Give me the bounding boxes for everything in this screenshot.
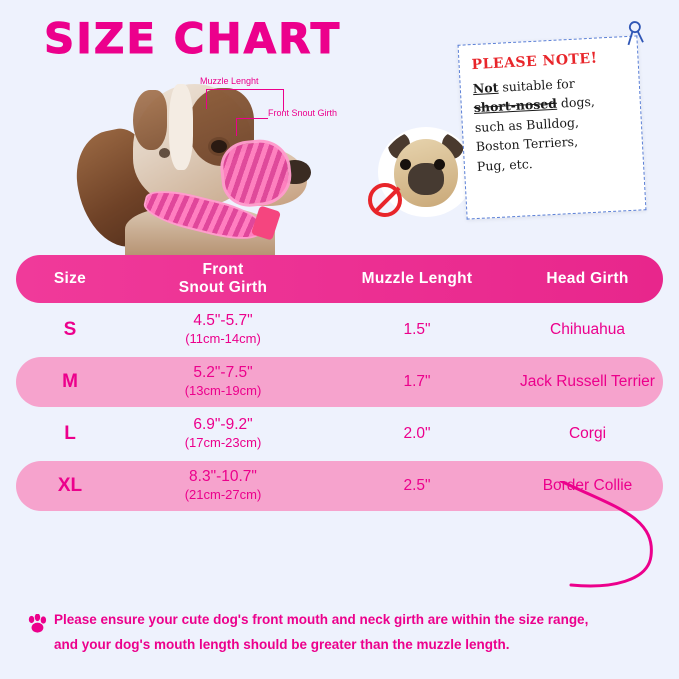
cell-front-snout-girth [124,416,322,451]
page-title: SIZE CHART [44,14,342,63]
footer-note [26,608,656,658]
table-row [16,305,663,355]
header-front-snout-girth-line2: Snout Girth [178,279,268,296]
note-short-nosed-word: short-nosed [473,96,558,116]
annotation-muzzle-length-tick-left [206,89,207,109]
annotation-front-snout-girth-tick [236,118,237,136]
annotation-muzzle-length-label: Muzzle Lenght [200,76,259,86]
cell-girth-cm: (11cm-14cm) [185,330,261,346]
cell-girth-inches: 4.5"-5.7" [193,312,253,330]
note-title-text: PLEASE NOTE [471,50,592,74]
header-muzzle-length: Muzzle Lenght [361,270,473,288]
table-row [16,409,663,459]
footer-line-2: and your dog's mouth length should be greater than the muzzle length. [54,636,510,652]
note-line-3: such as Bulldog, [474,114,580,135]
table-row [16,357,663,407]
cell-girth-cm: (17cm-23cm) [184,434,262,450]
table-header-row [16,255,663,303]
cell-muzzle-length: 1.7" [403,373,431,390]
note-not-word: Not [472,79,499,97]
dog-head-illustration [85,78,300,248]
pug-photo [368,125,478,225]
note-body [472,71,631,176]
note-line1-rest: suitable for [497,75,576,95]
cell-size: M [62,371,78,392]
pug-eye-left-icon [400,159,411,170]
cell-girth-cm: (13cm-19cm) [184,382,262,398]
header-front-snout-girth [124,261,322,297]
dog-fur-patch-left [133,90,167,150]
prohibited-icon [368,183,402,217]
footer-line-1: Please ensure your cute dog's front mouth and neck girth are within the size range, [54,612,589,627]
cell-head-girth: Border Collie [542,477,633,494]
note-line-5: Pug, etc. [476,155,534,174]
annotation-front-snout-girth-line [236,118,268,119]
dog-eye-secondary-icon [159,148,170,158]
cell-muzzle-length: 2.0" [403,425,431,442]
note-line-4: Boston Terriers, [475,133,579,155]
cell-front-snout-girth [124,364,322,399]
pug-eye-right-icon [434,159,445,170]
pushpin-icon [624,20,647,47]
cell-front-snout-girth [124,468,322,503]
cell-size: XL [57,475,83,496]
cell-head-girth: Jack Russell Terrier [520,373,655,390]
dog-photo [60,70,380,250]
header-head-girth: Head Girth [546,270,629,288]
cell-head-girth: Chihuahua [550,321,625,338]
size-chart-table [16,255,663,513]
annotation-front-snout-girth-label: Front Snout Girth [268,108,338,118]
cell-girth-inches: 6.9"-9.2" [193,416,253,434]
cell-muzzle-length: 2.5" [403,477,431,494]
note-title-exclamation: ! [590,48,599,67]
cell-muzzle-length: 1.5" [403,321,431,338]
please-note-card [458,35,647,219]
annotation-muzzle-length-line [206,89,284,90]
header-size: Size [53,270,87,288]
dog-blaze-marking [169,84,193,170]
paw-icon [26,614,48,634]
cell-girth-inches: 5.2"-7.5" [193,364,253,382]
header-front-snout-girth-line1: Front [202,261,244,279]
cell-head-girth: Corgi [568,425,607,442]
note-line2-rest: dogs, [556,94,596,112]
cell-front-snout-girth [124,312,322,347]
decorative-swoosh [551,481,671,601]
cell-size: S [63,319,77,340]
cell-girth-inches: 8.3"-10.7" [189,468,257,486]
note-title [471,47,626,73]
cell-girth-cm: (21cm-27cm) [184,486,262,502]
cell-size: L [64,423,76,444]
muzzle-buckle [251,205,281,240]
